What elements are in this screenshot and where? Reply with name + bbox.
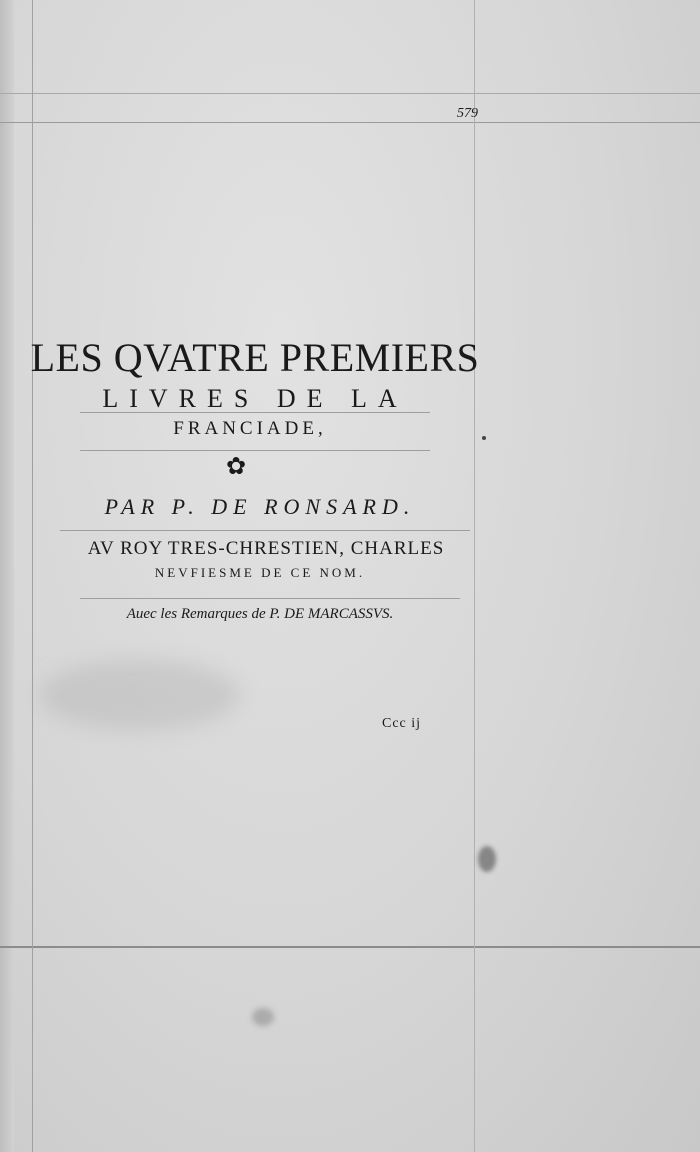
- ruled-line: [0, 93, 700, 94]
- guide-line: [80, 450, 430, 451]
- ink-speck: [482, 436, 486, 440]
- author-line: PAR P. DE RONSARD.: [104, 494, 416, 519]
- signature-mark: Ccc ij: [382, 716, 422, 731]
- ruled-line: [0, 122, 700, 123]
- page-edge-shadow: [0, 0, 14, 1152]
- margin-rule: [32, 0, 33, 1152]
- ruled-line: [0, 946, 700, 948]
- dedication-line-2: NEVFIESME DE CE NOM.: [154, 565, 366, 580]
- dedication-line-1: AV ROY TRES-CHRESTIEN, CHARLES: [87, 538, 445, 559]
- paper-stain: [40, 660, 240, 730]
- guide-line: [80, 598, 460, 599]
- margin-rule: [474, 0, 475, 1152]
- paper-stain: [252, 1008, 274, 1026]
- fleuron-ornament: ✿: [226, 454, 247, 480]
- guide-line: [60, 530, 470, 531]
- title-line-1: LES QVATRE PREMIERS: [30, 335, 480, 380]
- page-number: 579: [457, 106, 478, 121]
- remarks-line: Auec les Remarques de P. DE MARCASSVS.: [126, 606, 394, 622]
- title-line-3: FRANCIADE,: [173, 418, 327, 439]
- title-line-2: LIVRES DE LA: [102, 384, 408, 413]
- ink-blot: [478, 846, 496, 872]
